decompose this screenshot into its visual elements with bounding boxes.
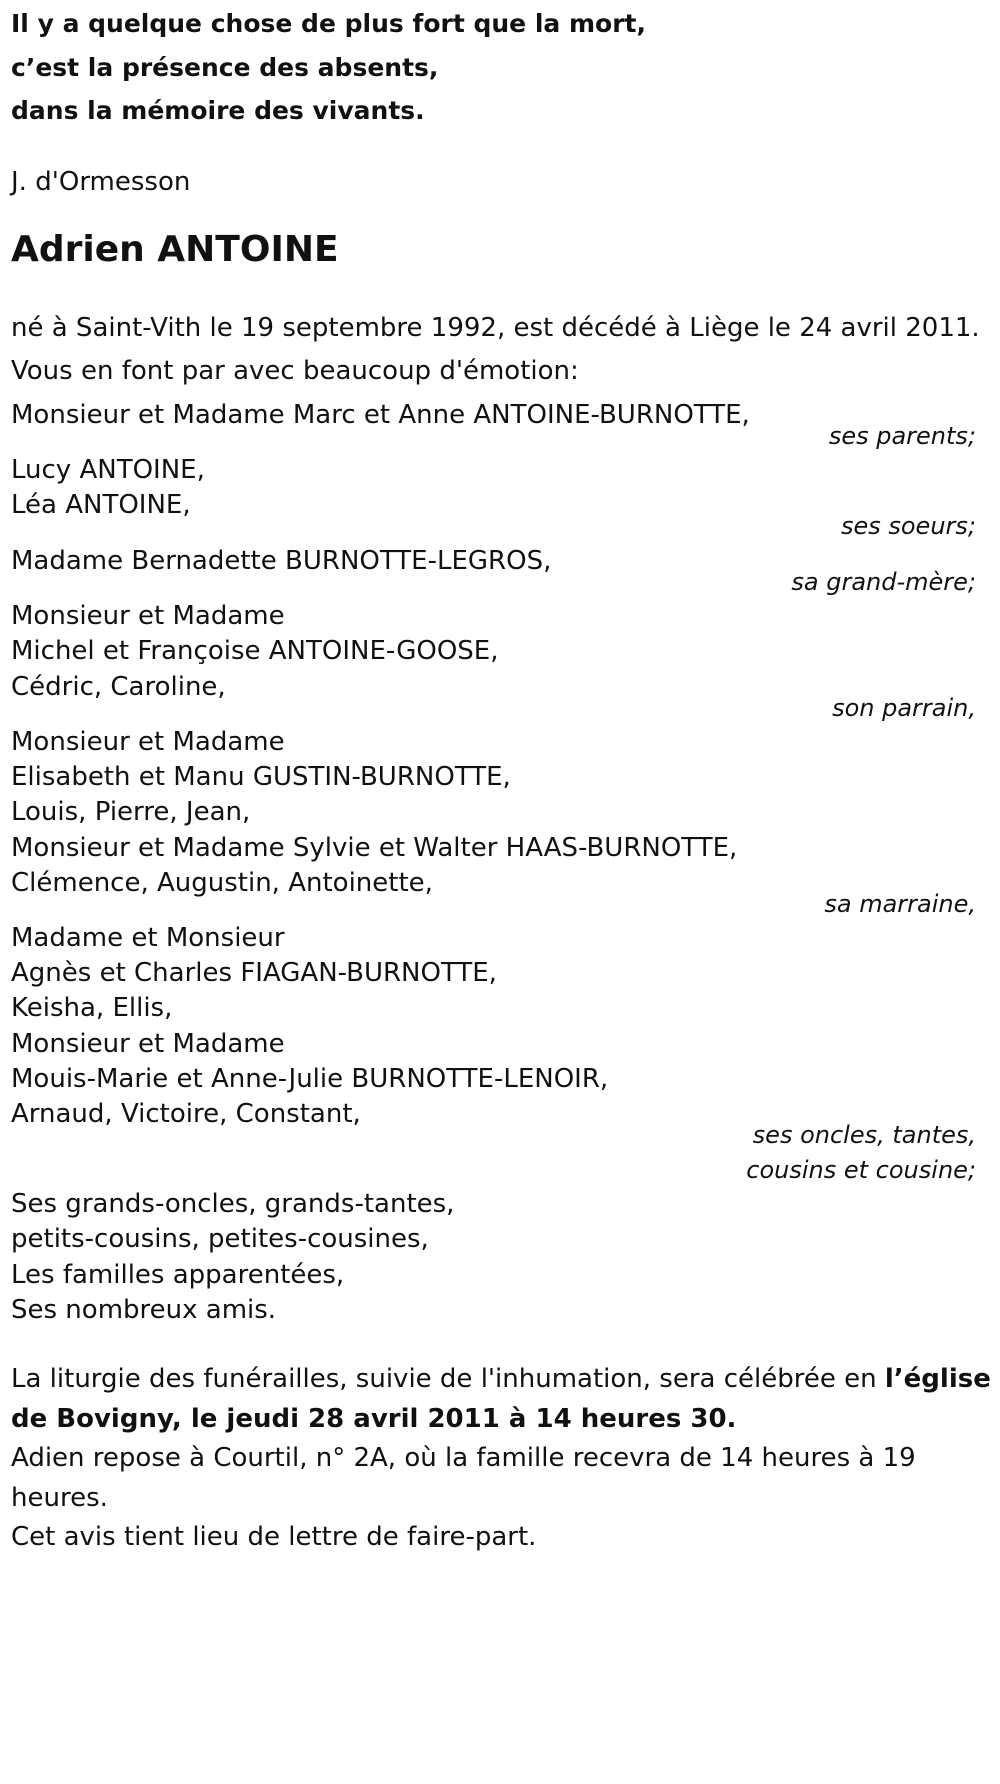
family-line: Les familles apparentées, — [11, 1260, 345, 1290]
family-role: sa marraine, — [824, 890, 976, 918]
family-line: Ses grands-oncles, grands-tantes, — [11, 1189, 455, 1219]
family-line: Lucy ANTOINE, — [11, 455, 205, 485]
family-line: Agnès et Charles FIAGAN-BURNOTTE, — [11, 958, 497, 988]
family-role: son parrain, — [832, 694, 976, 722]
family-role: ses parents; — [828, 422, 976, 450]
visitation-paragraph: Adien repose à Courtil, n° 2A, où la famille recevra de 14 heures à 19 heures. — [11, 1443, 916, 1513]
family-line: Monsieur et Madame Sylvie et Walter HAAS-BURNOTTE, — [11, 833, 738, 863]
notice-line: Cet avis tient lieu de lettre de faire-part. — [11, 1522, 537, 1552]
family-role: sa grand-mère; — [791, 568, 976, 596]
family-line: Monsieur et Madame Marc et Anne ANTOINE-BURNOTTE, — [11, 400, 750, 430]
funeral-place-time: l’église de Bovigny, le jeudi 28 avril 2011 à 14 heures 30. — [11, 1364, 991, 1434]
deceased-name: Adrien ANTOINE — [11, 229, 339, 270]
family-line: petits-cousins, petites-cousines, — [11, 1224, 429, 1254]
funeral-text: La liturgie des funérailles, suivie de l'inhumation, sera célébrée en — [11, 1364, 885, 1394]
quote-line-1: Il y a quelque chose de plus fort que la mort, — [11, 9, 646, 38]
family-line: Keisha, Ellis, — [11, 993, 173, 1023]
family-line: Monsieur et Madame — [11, 1029, 285, 1059]
quote-author: J. d'Ormesson — [11, 167, 191, 197]
family-line: Elisabeth et Manu GUSTIN-BURNOTTE, — [11, 762, 511, 792]
family-role: cousins et cousine; — [746, 1156, 976, 1184]
family-line: Michel et Françoise ANTOINE-GOOSE, — [11, 636, 499, 666]
family-line: Monsieur et Madame — [11, 727, 285, 757]
family-role: ses soeurs; — [840, 512, 976, 540]
family-line: Arnaud, Victoire, Constant, — [11, 1099, 361, 1129]
quote-line-3: dans la mémoire des vivants. — [11, 96, 425, 125]
family-line: Louis, Pierre, Jean, — [11, 797, 251, 827]
family-line: Mouis-Marie et Anne-Julie BURNOTTE-LENOIR, — [11, 1064, 609, 1094]
quote-line-2: c’est la présence des absents, — [11, 53, 439, 82]
family-line: Léa ANTOINE, — [11, 490, 191, 520]
family-line: Ses nombreux amis. — [11, 1295, 277, 1325]
family-line: Madame Bernadette BURNOTTE-LEGROS, — [11, 546, 552, 576]
funeral-paragraph — [11, 1359, 991, 1439]
intro-line: Vous en font par avec beaucoup d'émotion: — [11, 356, 579, 386]
family-role: ses oncles, tantes, — [752, 1121, 976, 1149]
family-line: Monsieur et Madame — [11, 601, 285, 631]
birth-death-line: né à Saint-Vith le 19 septembre 1992, est décédé à Liège le 24 avril 2011. — [11, 313, 980, 343]
family-line: Madame et Monsieur — [11, 923, 285, 953]
family-line: Clémence, Augustin, Antoinette, — [11, 868, 433, 898]
family-line: Cédric, Caroline, — [11, 672, 226, 702]
